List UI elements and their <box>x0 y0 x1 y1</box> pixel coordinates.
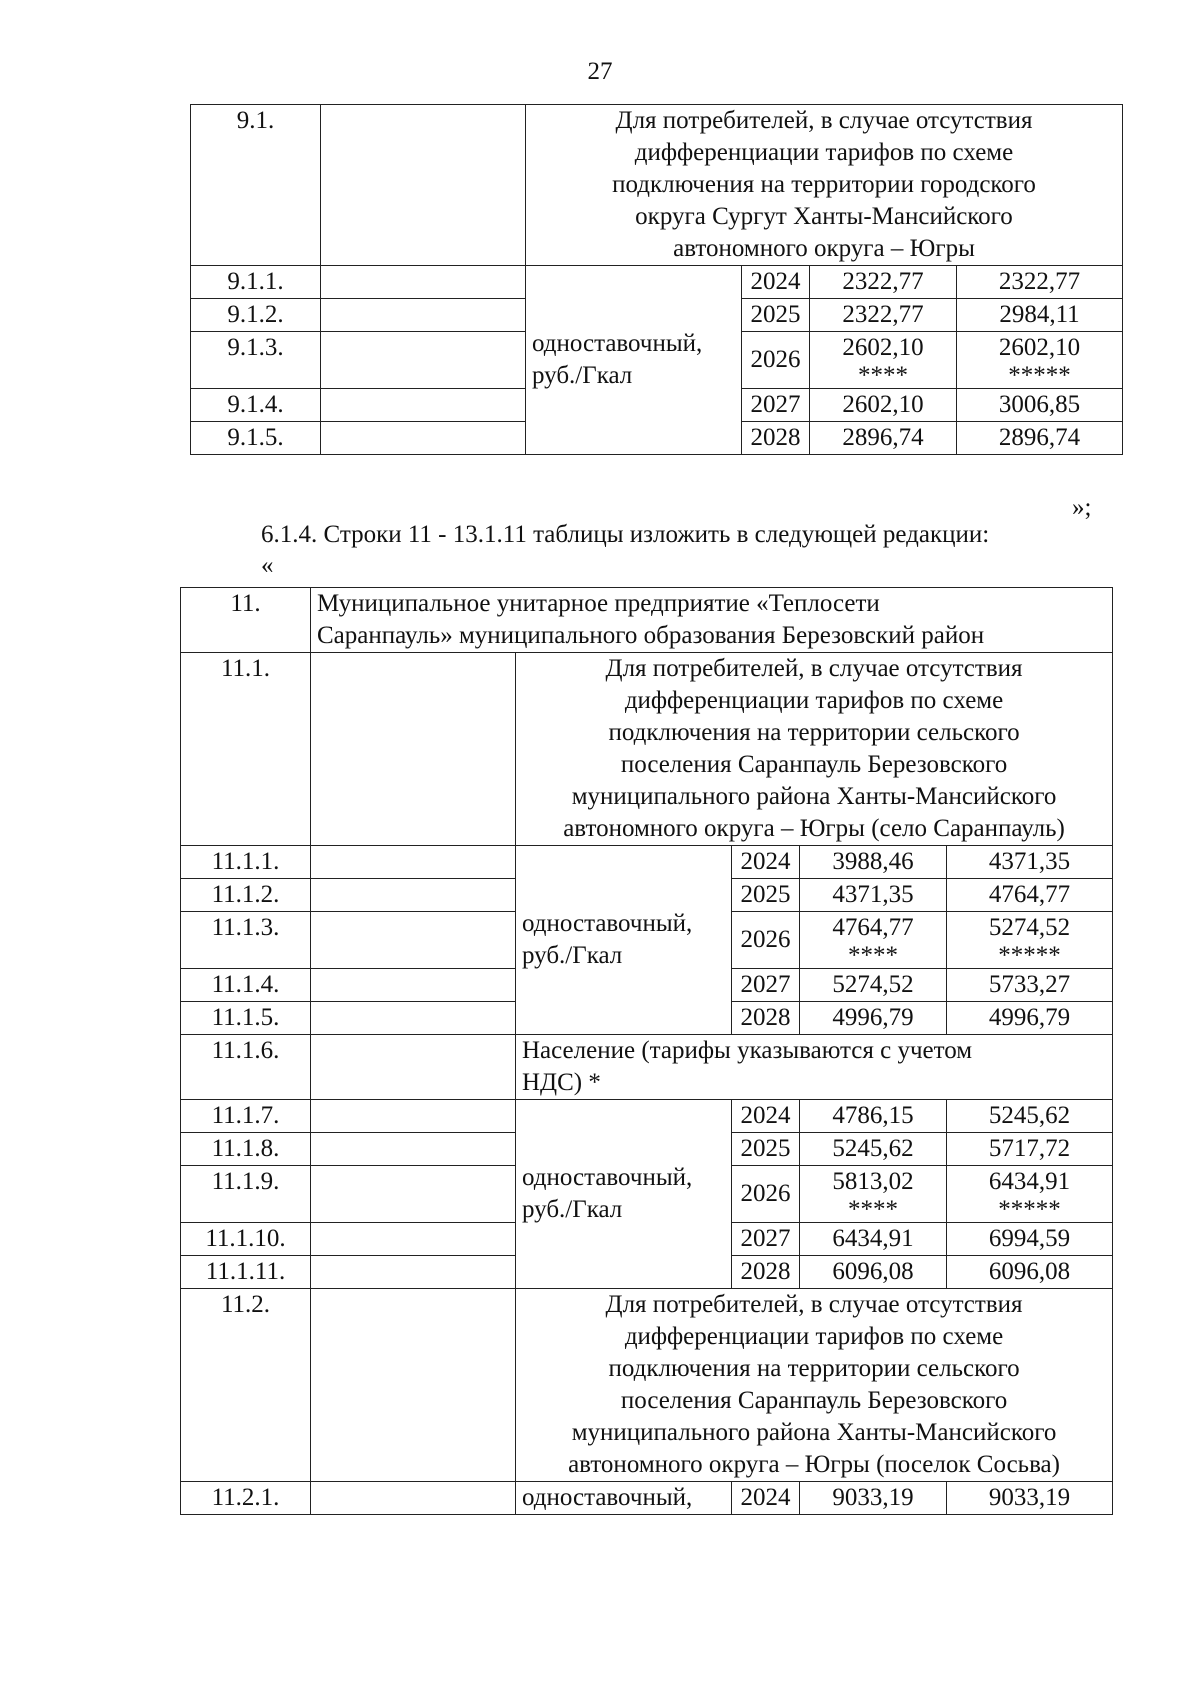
tariff-value-1 <box>800 1166 947 1223</box>
year-cell: 2025 <box>732 1133 800 1166</box>
text-line: автономного округа – Югры <box>673 235 975 262</box>
tariff-value-1: 5274,52 <box>800 969 947 1002</box>
row-number: 11. <box>181 588 311 653</box>
tariff-type <box>516 846 732 1035</box>
empty-cell <box>311 1133 516 1166</box>
year-cell: 2024 <box>732 1100 800 1133</box>
tariff-value-2: 2322,77 <box>957 266 1123 299</box>
empty-cell <box>321 299 526 332</box>
text-line: подключения на территории сельского <box>608 719 1020 746</box>
value-text: 2602,10 <box>998 334 1081 361</box>
empty-cell <box>311 653 516 846</box>
text-line: муниципального района Ханты-Мансийского <box>571 1419 1057 1446</box>
year-cell: 2028 <box>742 422 810 455</box>
tariff-value-1: 4371,35 <box>800 879 947 912</box>
empty-cell <box>311 1223 516 1256</box>
row-number: 11.1.8. <box>181 1133 311 1166</box>
empty-cell <box>311 1482 516 1515</box>
text-line: дифференциации тарифов по схеме <box>624 687 1004 714</box>
tariff-value-1: 6096,08 <box>800 1256 947 1289</box>
section-row-11-1 <box>181 653 1113 846</box>
text-line: Население (тарифы указываются с учетом <box>522 1037 973 1064</box>
year-cell: 2024 <box>732 1482 800 1515</box>
table-row <box>181 1482 1113 1515</box>
tariff-value-1: 2602,10 <box>810 389 957 422</box>
table-row <box>181 1100 1113 1133</box>
instruction-text: 6.1.4. Строки 11 - 13.1.11 таблицы изложить в следующей редакции: <box>261 521 990 548</box>
tariff-value-2 <box>957 332 1123 389</box>
empty-cell <box>321 266 526 299</box>
row-number: 11.1.9. <box>181 1166 311 1223</box>
empty-cell <box>311 1100 516 1133</box>
tariff-value-2: 9033,19 <box>947 1482 1113 1515</box>
value-text: 6434,91 <box>988 1168 1071 1195</box>
row-number: 11.1.4. <box>181 969 311 1002</box>
row-number: 9.1. <box>191 105 321 266</box>
organization-row-11 <box>181 588 1113 653</box>
text-line: одноставочный, <box>522 910 693 937</box>
text-line: подключения на территории сельского <box>608 1355 1020 1382</box>
text-line: руб./Гкал <box>522 942 623 969</box>
tariff-value-1: 3988,46 <box>800 846 947 879</box>
page-number: 27 <box>587 58 613 85</box>
footnote-mark: ***** <box>1008 362 1071 389</box>
year-cell: 2027 <box>732 969 800 1002</box>
tariff-value-2: 4764,77 <box>947 879 1113 912</box>
year-cell: 2028 <box>732 1256 800 1289</box>
year-cell: 2025 <box>742 299 810 332</box>
tariff-value-2 <box>947 1166 1113 1223</box>
empty-cell <box>311 969 516 1002</box>
empty-cell <box>311 1035 516 1100</box>
section-row-11-2 <box>181 1289 1113 1482</box>
section-description <box>516 653 1113 846</box>
tariff-table-saranpaul <box>180 587 1113 1515</box>
footnote-mark: ***** <box>998 1196 1061 1223</box>
row-number: 11.1.2. <box>181 879 311 912</box>
value-text: 5813,02 <box>832 1168 914 1195</box>
text-line: автономного округа – Югры (поселок Сосьва) <box>568 1451 1060 1478</box>
empty-cell <box>311 1256 516 1289</box>
value-text: 5274,52 <box>988 914 1071 941</box>
tariff-value-2: 5245,62 <box>947 1100 1113 1133</box>
row-number: 11.1.11. <box>181 1256 311 1289</box>
opening-quote: « <box>261 552 274 579</box>
footnote-mark: **** <box>848 942 898 969</box>
text-line: Для потребителей, в случае отсутствия <box>615 107 1033 134</box>
year-cell: 2026 <box>732 912 800 969</box>
empty-cell <box>321 105 526 266</box>
row-number: 9.1.4. <box>191 389 321 422</box>
section-row-9-1 <box>191 105 1123 266</box>
tariff-table-surgut <box>190 104 1123 455</box>
population-row <box>181 1035 1113 1100</box>
empty-cell <box>311 846 516 879</box>
tariff-type <box>516 1100 732 1289</box>
empty-cell <box>311 912 516 969</box>
text-line: Для потребителей, в случае отсутствия <box>605 655 1023 682</box>
tariff-type <box>526 266 742 455</box>
population-description <box>516 1035 1113 1100</box>
tariff-value-2: 5733,27 <box>947 969 1113 1002</box>
row-number: 11.2.1. <box>181 1482 311 1515</box>
tariff-value-2 <box>947 912 1113 969</box>
tariff-value-2: 4371,35 <box>947 846 1113 879</box>
tariff-value-1: 2896,74 <box>810 422 957 455</box>
text-line: поселения Саранпауль Березовского <box>620 751 1008 778</box>
text-line: дифференциации тарифов по схеме <box>634 139 1014 166</box>
year-cell: 2024 <box>732 846 800 879</box>
empty-cell <box>311 1289 516 1482</box>
tariff-value-1: 5245,62 <box>800 1133 947 1166</box>
tariff-value-1: 9033,19 <box>800 1482 947 1515</box>
text-line: Муниципальное унитарное предприятие «Теплосети <box>317 590 880 617</box>
row-number: 11.2. <box>181 1289 311 1482</box>
text-line: муниципального района Ханты-Мансийского <box>571 783 1057 810</box>
empty-cell <box>311 879 516 912</box>
year-cell: 2025 <box>732 879 800 912</box>
empty-cell <box>321 332 526 389</box>
section-description <box>516 1289 1113 1482</box>
year-cell: 2027 <box>742 389 810 422</box>
tariff-value-2: 2984,11 <box>957 299 1123 332</box>
text-line: руб./Гкал <box>522 1196 623 1223</box>
table-row <box>181 846 1113 879</box>
tariff-value-2: 3006,85 <box>957 389 1123 422</box>
text-line: Для потребителей, в случае отсутствия <box>605 1291 1023 1318</box>
row-number: 9.1.2. <box>191 299 321 332</box>
row-number: 11.1.1. <box>181 846 311 879</box>
text-line: одноставочный, <box>532 330 703 357</box>
tariff-value-2: 6994,59 <box>947 1223 1113 1256</box>
tariff-value-2: 6096,08 <box>947 1256 1113 1289</box>
year-cell: 2024 <box>742 266 810 299</box>
text-line: поселения Саранпауль Березовского <box>620 1387 1008 1414</box>
tariff-value-1: 2322,77 <box>810 266 957 299</box>
tariff-value-1: 4996,79 <box>800 1002 947 1035</box>
empty-cell <box>311 1002 516 1035</box>
row-number: 9.1.1. <box>191 266 321 299</box>
row-number: 11.1.5. <box>181 1002 311 1035</box>
tariff-value-1 <box>810 332 957 389</box>
tariff-value-1: 6434,91 <box>800 1223 947 1256</box>
empty-cell <box>311 1166 516 1223</box>
row-number: 9.1.5. <box>191 422 321 455</box>
section-description <box>526 105 1123 266</box>
tariff-value-2: 4996,79 <box>947 1002 1113 1035</box>
value-text: 4764,77 <box>832 914 914 941</box>
row-number: 9.1.3. <box>191 332 321 389</box>
text-line: одноставочный, <box>522 1164 693 1191</box>
text-line: подключения на территории городского <box>612 171 1036 198</box>
text-line: дифференциации тарифов по схеме <box>624 1323 1004 1350</box>
tariff-type: одноставочный, <box>516 1482 732 1515</box>
year-cell: 2026 <box>732 1166 800 1223</box>
footnote-mark: **** <box>858 362 908 389</box>
footnote-mark: **** <box>848 1196 898 1223</box>
tariff-value-1: 2322,77 <box>810 299 957 332</box>
year-cell: 2028 <box>732 1002 800 1035</box>
organization-name <box>311 588 1113 653</box>
year-cell: 2027 <box>732 1223 800 1256</box>
row-number: 11.1.10. <box>181 1223 311 1256</box>
row-number: 11.1. <box>181 653 311 846</box>
row-number: 11.1.6. <box>181 1035 311 1100</box>
tariff-value-1 <box>800 912 947 969</box>
closing-quote: »; <box>1072 494 1092 521</box>
tariff-value-2: 5717,72 <box>947 1133 1113 1166</box>
text-line: НДС) * <box>522 1069 601 1096</box>
value-text: 2602,10 <box>842 334 924 361</box>
row-number: 11.1.3. <box>181 912 311 969</box>
tariff-value-2: 2896,74 <box>957 422 1123 455</box>
text-line: Саранпауль» муниципального образования Березовский район <box>317 622 985 649</box>
tariff-value-1: 4786,15 <box>800 1100 947 1133</box>
footnote-mark: ***** <box>998 942 1061 969</box>
text-line: автономного округа – Югры (село Саранпауль) <box>563 815 1065 842</box>
text-line: округа Сургут Ханты-Мансийского <box>635 203 1013 230</box>
year-cell: 2026 <box>742 332 810 389</box>
row-number: 11.1.7. <box>181 1100 311 1133</box>
empty-cell <box>321 389 526 422</box>
empty-cell <box>321 422 526 455</box>
text-line: руб./Гкал <box>532 362 633 389</box>
table-row <box>191 266 1123 299</box>
